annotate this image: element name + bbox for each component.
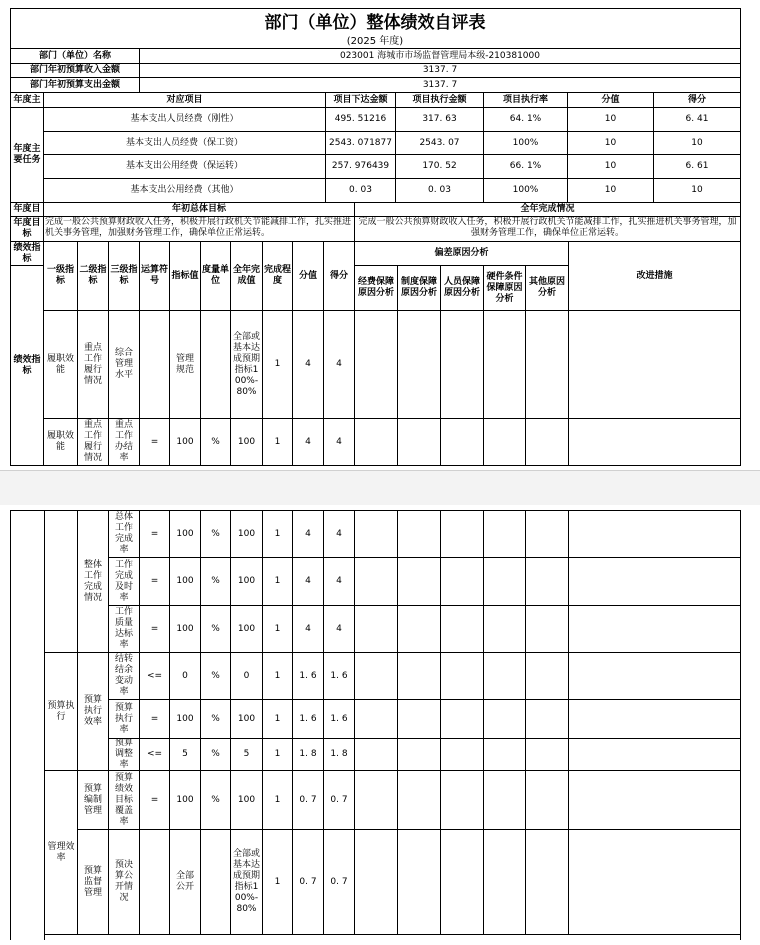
p2-row-3-got: 4 (324, 606, 355, 653)
p2-row-3-degree: 1 (263, 606, 293, 653)
p2-row-7-got: 0. 7 (324, 771, 355, 830)
p2-row-5-dev-system (398, 700, 441, 739)
p2-row-4-dev-other (526, 653, 569, 700)
p2-row-7-dev-hardware (484, 771, 526, 830)
p2-row-3-dev-other (526, 606, 569, 653)
p2-row-1-dev-staff (441, 511, 484, 558)
p2-row-3-dev-system (398, 606, 441, 653)
p2-row-5-dev-funding (355, 700, 398, 739)
p2-row-8-dev-staff (441, 830, 484, 935)
p2-row-5-done: 100 (231, 700, 263, 739)
p2-row-7-score: 0. 7 (293, 771, 324, 830)
ind-header-l1: 一级指标 (44, 242, 78, 311)
p2-row-6-dev-staff (441, 739, 484, 771)
p2-row-6-degree: 1 (263, 739, 293, 771)
p2-row-5-dev-other (526, 700, 569, 739)
p2-row-1-l3: 总体工作完成率 (109, 511, 140, 558)
ind-header-unit: 度量单位 (201, 242, 231, 311)
ind-row-2-dev-hardware (484, 419, 526, 466)
tasks-header-rate: 项目执行率 (484, 93, 568, 108)
p2-row-7-improve (569, 771, 741, 830)
p2-row-1-done: 100 (231, 511, 263, 558)
p2-row-7-val: 100 (170, 771, 201, 830)
p2-row-8-unit (201, 830, 231, 935)
ind-header-dev-hardware: 硬件条件保障原因分析 (484, 266, 526, 311)
p2-row-5-dev-staff (441, 700, 484, 739)
task-row-3-project: 基本支出公用经费（保运转） (44, 155, 326, 179)
p2-row-6-done: 5 (231, 739, 263, 771)
p2-row-2-dev-funding (355, 558, 398, 606)
p2-row-7-dev-funding (355, 771, 398, 830)
p2-row-6-unit: % (201, 739, 231, 771)
p2-row-7-done: 100 (231, 771, 263, 830)
p2-row-6-dev-funding (355, 739, 398, 771)
p2-row-4-done: 0 (231, 653, 263, 700)
p2-row-5-degree: 1 (263, 700, 293, 739)
p2-row-8-done: 全部或基本达成预期指标100%-80% (231, 830, 263, 935)
ind-row-1-l3: 综合管理水平 (109, 311, 140, 419)
p2-row-7-dev-other (526, 771, 569, 830)
p2-row-7-dev-staff (441, 771, 484, 830)
p2-l1-budget-exec: 预算执行 (45, 653, 78, 771)
ind-row-2-val: 100 (170, 419, 201, 466)
ind-header-deviation: 偏差原因分析 (355, 242, 569, 266)
p2-row-8-dev-hardware (484, 830, 526, 935)
tasks-header-executed: 项目执行金额 (396, 93, 484, 108)
ind-header-got: 得分 (324, 242, 355, 311)
p2-l1-mgmt-efficiency: 管理效率 (45, 771, 78, 935)
p2-row-8-l3: 预决算公开情况 (109, 830, 140, 935)
p2-l2-budget-supervision: 预算监督管理 (78, 830, 109, 935)
ind-row-2-dev-funding (355, 419, 398, 466)
goals-label: 年度目标 (11, 217, 44, 242)
task-row-2-got: 10 (654, 132, 741, 155)
p2-row-1-unit: % (201, 511, 231, 558)
p2-row-5-score: 1. 6 (293, 700, 324, 739)
p2-row-1-val: 100 (170, 511, 201, 558)
ind-row-2-dev-staff (441, 419, 484, 466)
ind-header-dev-staff: 人员保障原因分析 (441, 266, 484, 311)
ind-row-1-dev-funding (355, 311, 398, 419)
task-row-2-project: 基本支出人员经费（保工资） (44, 132, 326, 155)
p2-row-5-val: 100 (170, 700, 201, 739)
p2-row-4-got: 1. 6 (324, 653, 355, 700)
ind-header-l3: 三级指标 (109, 242, 140, 311)
ind-row-1-val: 管理规范 (170, 311, 201, 419)
tasks-label-short: 年度主 (11, 93, 44, 108)
ind-header-op: 运算符号 (140, 242, 170, 311)
ind-header-val: 指标值 (170, 242, 201, 311)
ind-row-1-done: 全部或基本达成预期指标100%-80% (231, 311, 263, 419)
task-row-1-project: 基本支出人员经费（刚性） (44, 108, 326, 132)
p2-row-3-val: 100 (170, 606, 201, 653)
indicators-label-short: 绩效指标 (11, 242, 44, 266)
p2-row-2-got: 4 (324, 558, 355, 606)
task-row-4-executed: 0. 03 (396, 179, 484, 203)
ind-row-2-dev-other (526, 419, 569, 466)
p2-row-8-improve (569, 830, 741, 935)
p2-row-2-done: 100 (231, 558, 263, 606)
p2-row-2-degree: 1 (263, 558, 293, 606)
p2-row-6-l3: 预算调整率 (109, 739, 140, 771)
p2-row-5-op: = (140, 700, 170, 739)
p2-row-8-op (140, 830, 170, 935)
report-page-1 (0, 0, 760, 470)
p2-row-6-op: <= (140, 739, 170, 771)
p2-row-4-dev-hardware (484, 653, 526, 700)
task-row-2-score: 10 (568, 132, 654, 155)
task-row-1-executed: 317. 63 (396, 108, 484, 132)
p2-row-5-l3: 预算执行率 (109, 700, 140, 739)
task-row-1-allocated: 495. 51216 (326, 108, 396, 132)
p2-row-3-dev-staff (441, 606, 484, 653)
p2-row-1-score: 4 (293, 511, 324, 558)
goals-label-short: 年度目 (11, 203, 44, 217)
p2-row-6-dev-other (526, 739, 569, 771)
p2-row-6-dev-hardware (484, 739, 526, 771)
ind-row-1-dev-system (398, 311, 441, 419)
task-row-2-executed: 2543. 07 (396, 132, 484, 155)
p2-row-6-got: 1. 8 (324, 739, 355, 771)
ind-row-2-degree: 1 (263, 419, 293, 466)
tasks-header-score: 分值 (568, 93, 654, 108)
p2-row-2-unit: % (201, 558, 231, 606)
p2-row-5-unit: % (201, 700, 231, 739)
p2-row-6-dev-system (398, 739, 441, 771)
task-row-3-executed: 170. 52 (396, 155, 484, 179)
p2-row-7-dev-system (398, 771, 441, 830)
ind-row-1-dev-staff (441, 311, 484, 419)
ind-row-1-dev-hardware (484, 311, 526, 419)
p2-l1-blank (45, 511, 78, 653)
ind-header-dev-funding: 经费保障原因分析 (355, 266, 398, 311)
goals-final-text: 完成一般公共预算财政收入任务，积极开展行政机关节能减排工作，扎实推进机关事务管理，加强财务管理工作，确保单位正常运转。 (355, 217, 741, 242)
p2-row-8-dev-system (398, 830, 441, 935)
dept-label: 部门（单位）名称 (11, 49, 140, 64)
p2-row-2-dev-hardware (484, 558, 526, 606)
p2-row-6-val: 5 (170, 739, 201, 771)
ind-row-1-got: 4 (324, 311, 355, 419)
p2-row-1-dev-system (398, 511, 441, 558)
p2-row-1-dev-hardware (484, 511, 526, 558)
p2-row-1-improve (569, 511, 741, 558)
p2-row-8-val: 全部公开 (170, 830, 201, 935)
p2-row-1-dev-other (526, 511, 569, 558)
income-value: 3137. 7 (140, 64, 741, 78)
task-row-4-rate: 100% (484, 179, 568, 203)
ind-row-1-dev-other (526, 311, 569, 419)
p2-row-8-score: 0. 7 (293, 830, 324, 935)
p2-row-7-op: = (140, 771, 170, 830)
p2-row-7-l3: 预算绩效目标覆盖率 (109, 771, 140, 830)
ind-header-improve: 改进措施 (569, 242, 741, 311)
ind-row-2-l1: 履职效能 (44, 419, 78, 466)
p2-row-2-val: 100 (170, 558, 201, 606)
ind-header-done: 全年完成值 (231, 242, 263, 311)
page-title: 部门（单位）整体绩效自评表 (264, 13, 486, 33)
tasks-header-got: 得分 (654, 93, 741, 108)
p2-row-1-op: = (140, 511, 170, 558)
p2-row-2-l3: 工作完成及时率 (109, 558, 140, 606)
task-row-3-score: 10 (568, 155, 654, 179)
dept-value: 023001 海城市市场监督管理局本级-210381000 (140, 49, 741, 64)
p2-row-8-dev-other (526, 830, 569, 935)
ind-row-1-score: 4 (293, 311, 324, 419)
p2-row-3-done: 100 (231, 606, 263, 653)
p2-row-3-dev-funding (355, 606, 398, 653)
task-row-1-rate: 64. 1% (484, 108, 568, 132)
p2-row-7-unit: % (201, 771, 231, 830)
ind-row-1-degree: 1 (263, 311, 293, 419)
p2-row-5-dev-hardware (484, 700, 526, 739)
p2-l2-overall-work: 整体工作完成情况 (78, 511, 109, 653)
p2-row-4-l3: 结转结余变动率 (109, 653, 140, 700)
report-year: (2025 年度) (346, 36, 404, 47)
p2-row-3-op: = (140, 606, 170, 653)
task-row-4-project: 基本支出公用经费（其他） (44, 179, 326, 203)
ind-row-1-l2: 重点工作履行情况 (78, 311, 109, 419)
ind-row-2-op: = (140, 419, 170, 466)
p2-row-2-dev-staff (441, 558, 484, 606)
p2-row-8-got: 0. 7 (324, 830, 355, 935)
p2-row-2-dev-other (526, 558, 569, 606)
task-row-4-allocated: 0. 03 (326, 179, 396, 203)
p2-l2-budget-efficiency: 预算执行效率 (78, 653, 109, 771)
p2-row-2-improve (569, 558, 741, 606)
p2-row-7-degree: 1 (263, 771, 293, 830)
task-row-4-got: 10 (654, 179, 741, 203)
table-top-border (10, 8, 741, 9)
p2-row-2-dev-system (398, 558, 441, 606)
ind-row-2-dev-system (398, 419, 441, 466)
p2-row-8-degree: 1 (263, 830, 293, 935)
p2-row-1-degree: 1 (263, 511, 293, 558)
p2-row-3-score: 4 (293, 606, 324, 653)
p2-row-4-dev-funding (355, 653, 398, 700)
page2-left-border (10, 510, 11, 940)
ind-row-2-got: 4 (324, 419, 355, 466)
task-row-1-score: 10 (568, 108, 654, 132)
expense-value: 3137. 7 (140, 78, 741, 93)
p2-row-4-op: <= (140, 653, 170, 700)
ind-row-2-score: 4 (293, 419, 324, 466)
p2-row-3-l3: 工作质量达标率 (109, 606, 140, 653)
tasks-group-label: 年度主要任务 (11, 108, 44, 203)
ind-row-2-l3: 重点工作办结率 (109, 419, 140, 466)
task-row-4-score: 10 (568, 179, 654, 203)
income-label: 部门年初预算收入金额 (11, 64, 140, 78)
p2-row-5-improve (569, 700, 741, 739)
ind-row-2-done: 100 (231, 419, 263, 466)
task-row-3-allocated: 257. 976439 (326, 155, 396, 179)
expense-label: 部门年初预算支出金额 (11, 78, 140, 93)
task-row-3-got: 6. 61 (654, 155, 741, 179)
task-row-2-allocated: 2543. 071877 (326, 132, 396, 155)
indicators-group-label: 绩效指标 (11, 266, 44, 466)
goals-initial-text: 完成一般公共预算财政收入任务，积极开展行政机关节能减排工作，扎实推进机关事务管理，加强财务管理工作，确保单位正常运转。 (44, 217, 355, 242)
goals-final-header: 全年完成情况 (355, 203, 741, 217)
p2-row-4-degree: 1 (263, 653, 293, 700)
ind-row-1-improve (569, 311, 741, 419)
ind-row-2-unit: % (201, 419, 231, 466)
p2-row-8-dev-funding (355, 830, 398, 935)
tasks-header-allocated: 项目下达金额 (326, 93, 396, 108)
p2-row-4-dev-system (398, 653, 441, 700)
task-row-2-rate: 100% (484, 132, 568, 155)
p2-row-4-val: 0 (170, 653, 201, 700)
tasks-header-project: 对应项目 (44, 93, 326, 108)
p2-row-4-dev-staff (441, 653, 484, 700)
ind-row-2-l2: 重点工作履行情况 (78, 419, 109, 466)
p2-l2-budget-prep: 预算编制管理 (78, 771, 109, 830)
p2-row-3-improve (569, 606, 741, 653)
p2-row-1-dev-funding (355, 511, 398, 558)
p2-row-3-dev-hardware (484, 606, 526, 653)
p2-row-4-score: 1. 6 (293, 653, 324, 700)
ind-header-l2: 二级指标 (78, 242, 109, 311)
report-page-2 (0, 505, 760, 945)
p2-row-2-op: = (140, 558, 170, 606)
p2-row-5-got: 1. 6 (324, 700, 355, 739)
ind-header-score: 分值 (293, 242, 324, 311)
p2-row-6-score: 1. 8 (293, 739, 324, 771)
ind-row-1-l1: 履职效能 (44, 311, 78, 419)
p2-row-4-unit: % (201, 653, 231, 700)
goals-initial-header: 年初总体目标 (44, 203, 355, 217)
p2-row-3-unit: % (201, 606, 231, 653)
p2-row-1-got: 4 (324, 511, 355, 558)
p2-row-4-improve (569, 653, 741, 700)
ind-header-dev-system: 制度保障原因分析 (398, 266, 441, 311)
task-row-3-rate: 66. 1% (484, 155, 568, 179)
ind-header-dev-other: 其他原因分析 (526, 266, 569, 311)
page-break-gap (0, 470, 760, 507)
ind-row-1-op (140, 311, 170, 419)
p2-row-2-score: 4 (293, 558, 324, 606)
ind-row-2-improve (569, 419, 741, 466)
ind-row-1-unit (201, 311, 231, 419)
p2-row-6-improve (569, 739, 741, 771)
ind-header-degree: 完成程度 (263, 242, 293, 311)
task-row-1-got: 6. 41 (654, 108, 741, 132)
